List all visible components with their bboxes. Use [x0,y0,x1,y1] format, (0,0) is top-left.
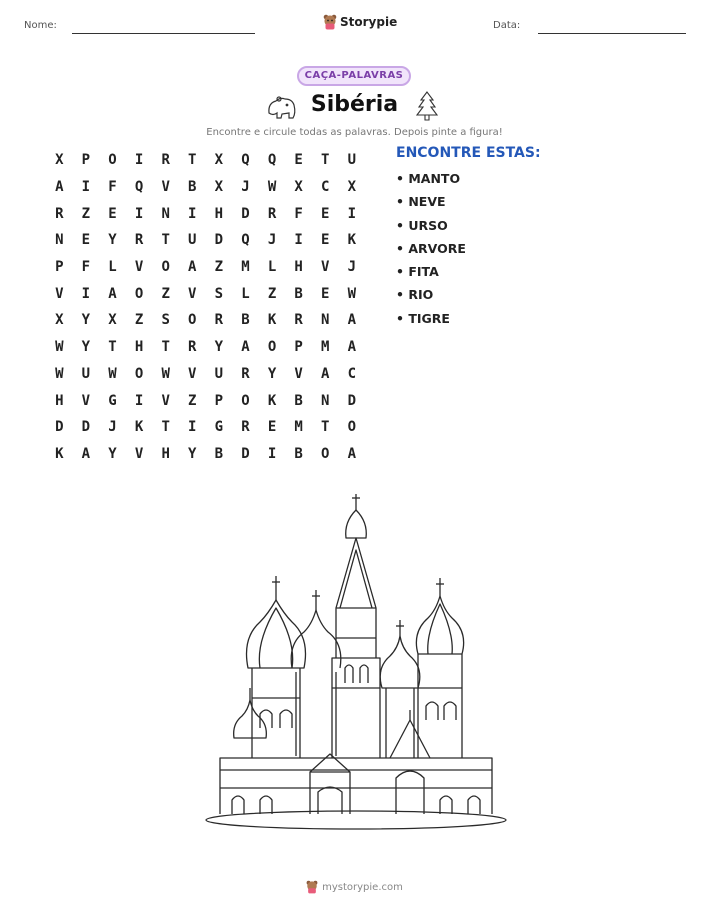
grid-cell[interactable]: I [134,152,144,169]
grid-cell[interactable]: E [294,152,303,169]
grid-cell[interactable]: U [214,365,224,382]
grid-cell[interactable]: J [347,259,357,276]
grid-cell[interactable]: L [267,259,277,276]
grid-cell[interactable]: A [188,259,197,276]
grid-cell[interactable]: H [214,205,224,222]
grid-cell[interactable]: I [267,445,277,462]
grid-cell[interactable]: F [81,259,91,276]
grid-cell[interactable]: I [81,285,91,302]
word-list-item: • MANTO [396,171,461,186]
grid-cell[interactable]: X [214,179,224,196]
cathedral-illustration [200,488,512,832]
grid-cell[interactable]: A [55,179,64,196]
grid-cell[interactable]: M [241,259,250,276]
grid-cell[interactable]: E [321,285,330,302]
grid-cell[interactable]: X [347,179,357,196]
grid-cell[interactable]: L [241,285,250,302]
grid-row [46,200,365,227]
date-label: Data: [493,20,521,31]
grid-cell[interactable]: I [134,392,144,409]
grid-cell[interactable]: S [214,285,224,302]
grid-cell[interactable]: I [81,179,91,196]
grid-cell[interactable]: Q [241,232,250,249]
grid-cell[interactable]: V [294,365,303,382]
grid-cell[interactable]: R [55,205,64,222]
grid-cell[interactable]: T [188,152,197,169]
grid-cell[interactable]: A [347,445,357,462]
grid-row [46,307,365,334]
grid-cell[interactable]: D [347,392,357,409]
grid-cell[interactable]: A [321,365,330,382]
grid-cell[interactable]: V [161,392,170,409]
grid-cell[interactable]: P [55,259,64,276]
grid-cell[interactable]: O [347,419,357,436]
grid-cell[interactable]: B [294,392,303,409]
grid-cell[interactable]: F [294,205,303,222]
grid-cell[interactable]: U [188,232,197,249]
brand-name: Storypie [340,15,398,29]
grid-cell[interactable]: Y [188,445,197,462]
word-list-item: • ARVORE [396,240,466,256]
grid-cell[interactable]: B [241,312,250,329]
grid-cell[interactable]: N [55,232,64,249]
grid-cell[interactable]: A [241,339,250,356]
grid-cell[interactable]: W [161,365,170,382]
grid-row [46,361,365,388]
grid-cell[interactable]: N [321,312,330,329]
grid-cell[interactable]: E [321,205,330,222]
word-list-item: • NEVE [396,194,446,210]
bear-logo-icon [306,880,318,894]
grid-cell[interactable]: R [267,205,277,222]
grid-cell[interactable]: R [294,312,303,329]
grid-cell[interactable]: A [108,285,117,302]
grid-cell[interactable]: P [294,339,303,356]
grid-cell[interactable]: J [241,179,250,196]
grid-cell[interactable]: O [188,312,197,329]
grid-cell[interactable]: A [347,339,357,356]
grid-cell[interactable]: T [161,339,170,356]
grid-cell[interactable]: Z [188,392,197,409]
grid-row [46,147,365,174]
grid-cell[interactable]: W [347,285,357,302]
grid-cell[interactable]: X [55,312,64,329]
grid-cell[interactable]: I [188,205,197,222]
grid-cell[interactable]: B [188,179,197,196]
grid-cell[interactable]: H [161,445,170,462]
word-list-title: ENCONTRE ESTAS: [396,145,541,161]
grid-cell[interactable]: E [108,205,117,222]
name-field-line[interactable] [72,33,255,34]
word-list-item: • RIO [396,287,434,303]
grid-row [46,441,365,468]
grid-cell[interactable]: Y [108,232,117,249]
grid-cell[interactable]: E [267,419,277,436]
grid-cell[interactable]: R [241,365,250,382]
grid-cell[interactable]: Y [108,445,117,462]
grid-cell[interactable]: K [267,312,277,329]
grid-cell[interactable]: L [108,259,117,276]
word-list [396,171,466,334]
page-title: Sibéria [310,92,399,117]
bear-logo-icon [323,14,337,30]
grid-cell[interactable]: Z [267,285,277,302]
grid-cell[interactable]: T [108,339,117,356]
grid-cell[interactable]: R [214,312,224,329]
grid-cell[interactable]: M [294,419,303,436]
grid-cell[interactable]: P [214,392,224,409]
grid-cell[interactable]: D [214,232,224,249]
category-badge: CAÇA-PALAVRAS [297,66,411,86]
grid-cell[interactable]: P [81,152,91,169]
grid-cell[interactable]: X [108,312,117,329]
grid-cell[interactable]: I [188,419,197,436]
grid-cell[interactable]: D [241,445,250,462]
grid-cell[interactable]: I [134,205,144,222]
grid-cell[interactable]: N [321,392,330,409]
grid-cell[interactable]: V [134,445,144,462]
grid-cell[interactable]: Q [241,152,250,169]
grid-cell[interactable]: T [161,419,170,436]
grid-cell[interactable]: D [81,419,91,436]
grid-cell[interactable]: J [267,232,277,249]
grid-cell[interactable]: A [347,312,357,329]
instructions: Encontre e circule todas as palavras. Depois pinte a figura! [206,127,503,138]
grid-cell[interactable]: R [161,152,170,169]
grid-cell[interactable]: W [267,179,277,196]
grid-cell[interactable]: W [55,339,64,356]
grid-cell[interactable]: O [134,285,144,302]
grid-cell[interactable]: J [108,419,117,436]
grid-cell[interactable]: T [321,152,330,169]
grid-cell[interactable]: X [214,152,224,169]
grid-cell[interactable]: W [108,365,117,382]
grid-cell[interactable]: G [214,419,224,436]
grid-cell[interactable]: E [81,232,91,249]
word-list-item: • FITA [396,264,439,280]
bear-icon [266,91,298,121]
grid-cell[interactable]: D [241,205,250,222]
grid-cell[interactable]: C [347,365,357,382]
grid-cell[interactable]: Z [161,285,170,302]
grid-cell[interactable]: N [161,205,170,222]
brand-logo [323,14,397,30]
grid-cell[interactable]: A [81,445,91,462]
grid-cell[interactable]: V [321,259,330,276]
grid-row [46,334,365,361]
grid-row [46,227,365,254]
grid-cell[interactable]: E [321,232,330,249]
grid-cell[interactable]: F [108,179,117,196]
grid-row [46,254,365,281]
grid-cell[interactable]: M [321,339,330,356]
footer-url[interactable]: mystorypie.com [322,881,403,893]
grid-cell[interactable]: K [134,419,144,436]
grid-cell[interactable]: V [188,365,197,382]
grid-cell[interactable]: Q [267,152,277,169]
grid-cell[interactable]: X [294,179,303,196]
grid-cell[interactable]: Y [81,312,91,329]
grid-cell[interactable]: O [134,365,144,382]
grid-row [46,280,365,307]
grid-cell[interactable]: R [188,339,197,356]
grid-row [46,387,365,414]
grid-cell[interactable]: V [81,392,91,409]
grid-cell[interactable]: K [267,392,277,409]
grid-cell[interactable]: R [241,419,250,436]
grid-cell[interactable]: Q [134,179,144,196]
grid-cell[interactable]: C [321,179,330,196]
grid-cell[interactable]: B [294,445,303,462]
grid-cell[interactable]: V [134,259,144,276]
grid-cell[interactable]: Z [134,312,144,329]
grid-cell[interactable]: I [294,232,303,249]
grid-cell[interactable]: S [161,312,170,329]
footer [0,880,709,894]
name-label: Nome: [24,20,57,31]
grid-cell[interactable]: O [267,339,277,356]
grid-cell[interactable]: K [347,232,357,249]
word-search-grid [46,147,365,467]
grid-cell[interactable]: Z [214,259,224,276]
grid-cell[interactable]: H [134,339,144,356]
grid-cell[interactable]: V [55,285,64,302]
grid-cell[interactable]: V [161,179,170,196]
grid-cell[interactable]: T [161,232,170,249]
grid-cell[interactable]: R [134,232,144,249]
grid-cell[interactable]: U [347,152,357,169]
grid-cell[interactable]: U [81,365,91,382]
grid-cell[interactable]: H [55,392,64,409]
grid-cell[interactable]: G [108,392,117,409]
grid-cell[interactable]: O [161,259,170,276]
word-list-item: • TIGRE [396,310,450,326]
grid-cell[interactable]: B [294,285,303,302]
grid-cell[interactable]: I [347,205,357,222]
pine-tree-icon [414,90,440,122]
grid-cell[interactable]: O [321,445,330,462]
grid-cell[interactable]: T [321,419,330,436]
date-field-line[interactable] [538,33,686,34]
grid-cell[interactable]: K [55,445,64,462]
grid-row [46,174,365,201]
grid-cell[interactable]: V [188,285,197,302]
grid-cell[interactable]: W [55,365,64,382]
grid-cell[interactable]: Y [81,339,91,356]
grid-cell[interactable]: X [55,152,64,169]
grid-cell[interactable]: Z [81,205,91,222]
grid-cell[interactable]: B [214,445,224,462]
grid-cell[interactable]: O [108,152,117,169]
grid-cell[interactable]: Y [214,339,224,356]
grid-cell[interactable]: H [294,259,303,276]
grid-cell[interactable]: Y [267,365,277,382]
grid-row [46,414,365,441]
grid-cell[interactable]: O [241,392,250,409]
word-list-item: • URSO [396,217,448,233]
grid-cell[interactable]: D [55,419,64,436]
